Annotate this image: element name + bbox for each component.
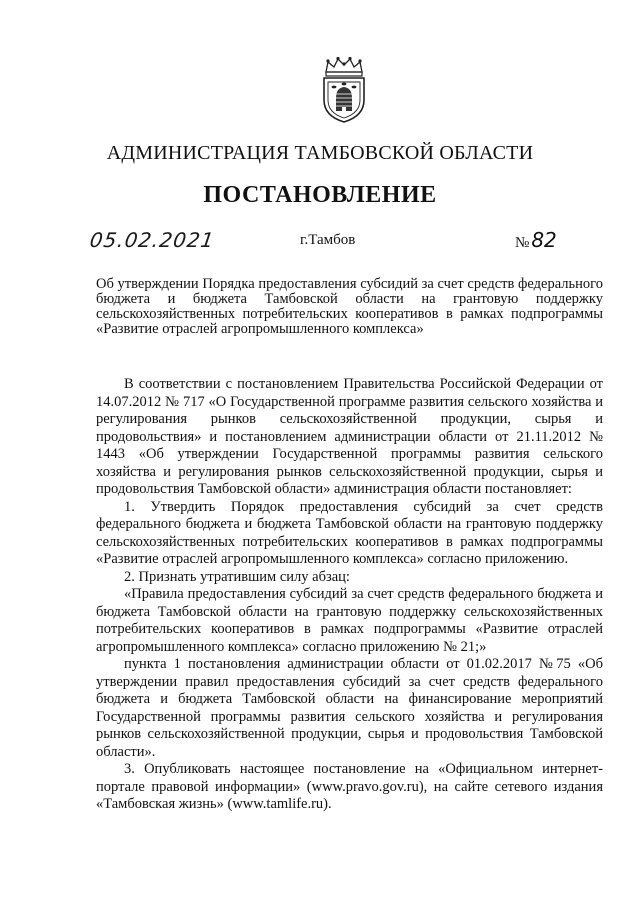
number-handwritten: 82 bbox=[531, 228, 557, 252]
organization-title: АДМИНИСТРАЦИЯ ТАМБОВСКОЙ ОБЛАСТИ bbox=[106, 142, 534, 164]
preamble-paragraph: В соответствии с постановлением Правительства Российской Федерации от 14.07.2012 № 717 «О Государственной программе развития сельского хозяйства и регулирования рынков сельскохозяйственной продукции, сырья и продовольствия» и постановлением администрации области от 21.11.2012 № 1443 «Об утверждении Государственной программы развития сельского хозяйства и регулирования рынков сельскохозяйственной продукции, сырья и продовольствия Тамбовской области» администрация области постановляет: bbox=[96, 376, 603, 497]
document-number bbox=[515, 228, 557, 252]
document-type-title: ПОСТАНОВЛЕНИЕ bbox=[203, 182, 437, 208]
item-2-reference-paragraph: пункта 1 постановления администрации области от 01.02.2017 №75 «Об утверждении правил предоставления субсидий за счет средств федерального бюджета и бюджета Тамбовской области на финансирование мероприятий Государственной программы развития сельского хозяйства и регулирования рынков сельскохозяйственной продукции, сырья и продовольствия Тамбовской области». bbox=[96, 656, 603, 760]
document-date-handwritten: 05.02.2021 bbox=[88, 228, 217, 252]
document-city: г.Тамбов bbox=[300, 232, 356, 248]
item-1-paragraph: 1. Утвердить Порядок предоставления субсидий за счет средств федерального бюджета и бюджета Тамбовской области на грантовую поддержку сельскохозяйственных потребительских кооперативов в рамках подпрограммы «Развитие отраслей агропромышленного комплекса» согласно приложению. bbox=[96, 498, 603, 567]
item-3-paragraph: 3. Опубликовать настоящее постановление на «Официальном интернет-портале правовой информации» (www.pravo.gov.ru), на сайте сетевого издания «Тамбовская жизнь» (www.tamlife.ru). bbox=[96, 761, 603, 812]
number-label: № bbox=[515, 235, 530, 251]
tambov-coat-of-arms-icon bbox=[318, 56, 370, 124]
item-2-quote-paragraph: «Правила предоставления субсидий за счет средств федерального бюджета и бюджета Тамбовской области на грантовую поддержку сельскохозяйственных потребительских кооперативов в рамках подпрограммы «Развитие отраслей агропромышленного комплекса» согласно приложению № 21;» bbox=[96, 586, 603, 655]
document-subject: Об утверждении Порядка предоставления субсидий за счет средств федерального бюджета и бюджета Тамбовской области на грантовую поддержку сельскохозяйственных потребительских кооперативов в рамках подпрограммы «Развитие отраслей агропромышленного комплекса» bbox=[96, 276, 603, 337]
document-body bbox=[96, 376, 603, 814]
item-2-paragraph: 2. Признать утратившим силу абзац: bbox=[124, 568, 350, 585]
